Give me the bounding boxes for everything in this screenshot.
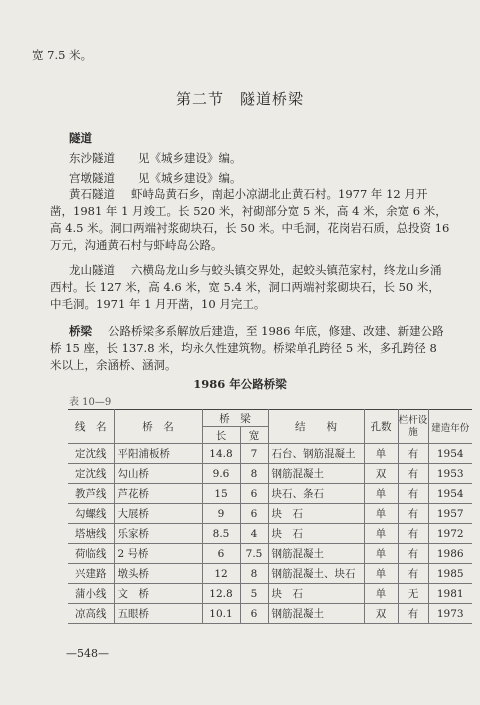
cell-width: 6 — [240, 504, 268, 524]
header-bridge-name: 桥 名 — [114, 410, 202, 444]
cell-spans: 单 — [364, 524, 398, 544]
cell-width: 8 — [240, 564, 268, 584]
cell-railing: 无 — [398, 584, 428, 604]
tunnel-subheading: 隧道 — [69, 131, 92, 145]
cell-year: 1981 — [428, 584, 472, 604]
header-length: 长 — [202, 427, 240, 444]
cell-width: 5 — [240, 584, 268, 604]
gongdun-tunnel-line: 宫墩隧道 见《城乡建设》编。 — [69, 171, 242, 185]
table-row — [68, 484, 472, 504]
cell-width: 4 — [240, 524, 268, 544]
dongsha-tunnel-line: 东沙隧道 见《城乡建设》编。 — [69, 151, 242, 165]
table-row — [68, 464, 472, 484]
longshan-tunnel-paragraph — [50, 262, 450, 313]
table-body — [68, 444, 472, 624]
section-title: 第二节 隧道桥梁 — [175, 90, 304, 108]
header-year: 建造年份 — [428, 410, 472, 444]
cell-structure: 块 石 — [268, 584, 364, 604]
page-number: —548— — [66, 647, 109, 660]
table-row — [68, 504, 472, 524]
header-spans: 孔数 — [364, 410, 398, 444]
cell-name: 大展桥 — [114, 504, 202, 524]
table-header-row — [68, 410, 472, 427]
cell-line: 兴建路 — [68, 564, 114, 584]
cell-railing: 有 — [398, 464, 428, 484]
cell-line: 荷临线 — [68, 544, 114, 564]
cell-year: 1957 — [428, 504, 472, 524]
cell-railing: 有 — [398, 484, 428, 504]
cell-width: 8 — [240, 464, 268, 484]
huangshi-tunnel-text: 虾峙岛黄石乡，南起小凉湖北止黄石村。1977 年 12 月开凿，1981 年 1 月竣工。长 520 米，衬砌部分宽 5 米，高 4 米，余宽 6 米，高 4.5 米。洞口两端衬浆砌块石，长 50 米。中毛洞，花岗岩石质，总投资 16 万元，沟通黄石村与虾峙岛公路。 — [50, 187, 450, 252]
cell-name: 墩头桥 — [114, 564, 202, 584]
cell-spans: 单 — [364, 444, 398, 464]
cell-length: 12 — [202, 564, 240, 584]
cell-name: 五眼桥 — [114, 604, 202, 624]
table-row — [68, 544, 472, 564]
cell-railing: 有 — [398, 524, 428, 544]
cell-structure: 石台、钢筋混凝土 — [268, 444, 364, 464]
cell-spans: 双 — [364, 464, 398, 484]
cell-length: 6 — [202, 544, 240, 564]
cell-spans: 双 — [364, 604, 398, 624]
table-row — [68, 564, 472, 584]
cell-year: 1953 — [428, 464, 472, 484]
huangshi-tunnel-name: 黄石隧道 — [69, 187, 115, 201]
header-bridge-size: 桥 梁 — [202, 410, 268, 427]
cell-name: 文 桥 — [114, 584, 202, 604]
cell-width: 6 — [240, 604, 268, 624]
cell-line: 教芦线 — [68, 484, 114, 504]
cell-line: 凉高线 — [68, 604, 114, 624]
cell-spans: 单 — [364, 584, 398, 604]
huangshi-tunnel-paragraph — [50, 186, 450, 254]
header-railing: 栏杆设施 — [398, 410, 428, 444]
cell-length: 12.8 — [202, 584, 240, 604]
cell-year: 1954 — [428, 484, 472, 504]
cell-railing: 有 — [398, 444, 428, 464]
intro-tail-text: 宽 7.5 米。 — [32, 48, 93, 62]
bridge-table — [68, 409, 472, 624]
cell-line: 定沈线 — [68, 444, 114, 464]
table-row — [68, 444, 472, 464]
cell-year: 1973 — [428, 604, 472, 624]
cell-spans: 单 — [364, 484, 398, 504]
cell-year: 1985 — [428, 564, 472, 584]
cell-railing: 有 — [398, 564, 428, 584]
cell-length: 15 — [202, 484, 240, 504]
cell-width: 7 — [240, 444, 268, 464]
bridge-text: 公路桥梁多系解放后建造，至 1986 年底，修建、改建、新建公路桥 15 座，长 137.8 米，均永久性建筑物。桥梁单孔跨径 5 米，多孔跨径 8 米以上，余涵桥、涵洞。 — [50, 324, 444, 372]
cell-length: 9.6 — [202, 464, 240, 484]
table-number: 表 10—9 — [69, 397, 112, 408]
cell-year: 1972 — [428, 524, 472, 544]
cell-structure: 钢筋混凝土 — [268, 604, 364, 624]
cell-width: 7.5 — [240, 544, 268, 564]
cell-railing: 有 — [398, 544, 428, 564]
header-width: 宽 — [240, 427, 268, 444]
cell-name: 芦花桥 — [114, 484, 202, 504]
cell-spans: 单 — [364, 564, 398, 584]
cell-spans: 单 — [364, 504, 398, 524]
cell-structure: 块 石 — [268, 504, 364, 524]
longshan-tunnel-text: 六横岛龙山乡与蛟头镇交界处，起蛟头镇范家村，终龙山乡涌西村。长 127 米，高 4.6 米，宽 5.4 米，洞口两端衬浆砌块石，长 50 米，中毛洞。1971 年 1 月开凿，10 月完工。 — [50, 263, 442, 311]
cell-line: 蒲小线 — [68, 584, 114, 604]
cell-name: 乐家桥 — [114, 524, 202, 544]
cell-length: 14.8 — [202, 444, 240, 464]
longshan-tunnel-name: 龙山隧道 — [69, 263, 115, 277]
cell-name: 2 号桥 — [114, 544, 202, 564]
cell-width: 6 — [240, 484, 268, 504]
bridge-paragraph — [50, 323, 450, 374]
cell-spans: 单 — [364, 544, 398, 564]
cell-structure: 块 石 — [268, 524, 364, 544]
cell-structure: 块石、条石 — [268, 484, 364, 504]
cell-railing: 有 — [398, 604, 428, 624]
cell-line: 勾螺线 — [68, 504, 114, 524]
cell-structure: 钢筋混凝土 — [268, 464, 364, 484]
cell-length: 9 — [202, 504, 240, 524]
cell-line: 塔塘线 — [68, 524, 114, 544]
cell-railing: 有 — [398, 504, 428, 524]
cell-structure: 钢筋混凝土 — [268, 544, 364, 564]
table-row — [68, 524, 472, 544]
cell-structure: 钢筋混凝土、块石 — [268, 564, 364, 584]
cell-length: 8.5 — [202, 524, 240, 544]
cell-year: 1986 — [428, 544, 472, 564]
cell-name: 平阳浦板桥 — [114, 444, 202, 464]
cell-line: 定沈线 — [68, 464, 114, 484]
header-structure: 结 构 — [268, 410, 364, 444]
table-title: 1986 年公路桥梁 — [193, 377, 287, 391]
table-row — [68, 584, 472, 604]
header-line: 线 名 — [68, 410, 114, 444]
table-row — [68, 604, 472, 624]
cell-year: 1954 — [428, 444, 472, 464]
cell-length: 10.1 — [202, 604, 240, 624]
bridge-subheading: 桥梁 — [69, 324, 92, 338]
cell-name: 勾山桥 — [114, 464, 202, 484]
